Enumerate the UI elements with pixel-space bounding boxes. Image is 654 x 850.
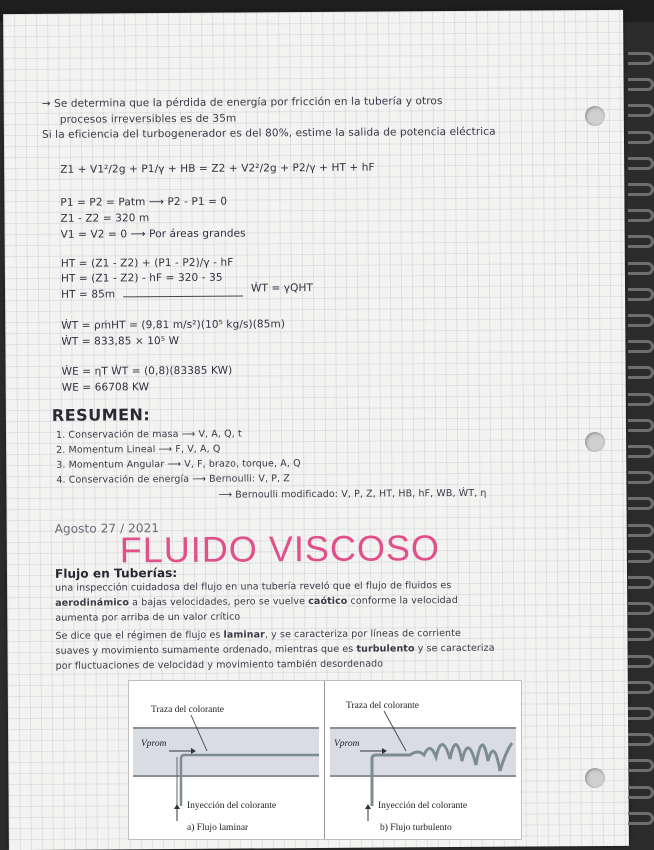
equation-ht-2: HT = (Z1 - Z2) - hF = 320 - 35 (60, 271, 223, 285)
section-title: FLUIDO VISCOSO (119, 527, 441, 571)
spiral-ring (628, 812, 654, 825)
spiral-ring (628, 602, 654, 615)
punch-hole (585, 432, 605, 452)
spiral-ring (628, 131, 654, 144)
flow-figure (128, 680, 522, 840)
spiral-ring (628, 209, 654, 222)
figure-turbulent-panel (326, 681, 520, 839)
velocity-arrow-head (382, 748, 387, 754)
equation-wt-formula: ẆT = γQHT (250, 282, 314, 295)
spiral-ring (628, 235, 654, 248)
paragraph-2b-start: suaves y movimiento sumamente ordenado, mientras que es (55, 643, 357, 657)
equation-we-2: WE = 66708 KW (61, 381, 150, 394)
velocity-arrow-head (191, 748, 196, 754)
summary-item-5: ⟶ Bernoulli modificado: V, P, Z, HT, HB, hF, WB, ẆT, η (218, 487, 487, 501)
spiral-ring (628, 524, 654, 537)
section-date: Agosto 27 / 2021 (54, 521, 160, 536)
equation-pressure: P1 = P2 = Patm ⟶ P2 - P1 = 0 (60, 195, 228, 209)
paragraph-1-line-3: aumenta por arriba de un valor crítico (55, 611, 241, 624)
paragraph-1-end: conforme la velocidad (347, 595, 458, 607)
injection-arrow-head (174, 804, 180, 809)
paragraph-2-line-3: por fluctuaciones de velocidad y movimiento también desordenado (55, 658, 384, 672)
equation-ht-1: HT = (Z1 - Z2) + (P1 - P2)/γ - hF (60, 256, 234, 270)
paragraph-1-line-1: una inspección cuidadosa del flujo en una tubería reveló que el flujo de fluidos es (55, 580, 452, 594)
trace-pointer (384, 711, 406, 751)
dye-trace-laminar (181, 755, 319, 806)
velocity-label-laminar: Vprom (141, 739, 167, 749)
spiral-ring (628, 314, 654, 327)
spiral-ring (628, 157, 654, 170)
figure-divider (324, 681, 325, 839)
spiral-ring (628, 78, 654, 91)
spiral-ring (628, 445, 654, 458)
summary-title: RESUMEN: (51, 405, 151, 425)
paragraph-2-line-2 (56, 643, 495, 657)
spiral-ring (628, 366, 654, 379)
spiral-ring (628, 655, 654, 668)
arrow-line (123, 296, 243, 298)
equation-ht-3: HT = 85m (61, 288, 116, 301)
spiral-ring (628, 550, 654, 563)
paragraph-2-start: Se dice que el régimen de flujo es (55, 629, 224, 642)
equation-height: Z1 - Z2 = 320 m (60, 212, 150, 225)
paragraph-2b-end: y se caracteriza (414, 642, 495, 655)
spiral-ring (628, 681, 654, 694)
figure-laminar-panel (129, 681, 323, 839)
spiral-ring (628, 759, 654, 772)
section-subtitle: Flujo en Tuberías: (54, 565, 178, 581)
velocity-label-turbulent: Vprom (334, 739, 360, 749)
paragraph-2-line-1 (55, 628, 461, 642)
spiral-ring (628, 393, 654, 406)
equation-we-1: ẆE = ηT ẆT = (0,8)(83385 KW) (61, 364, 233, 378)
paragraph-2-end: , y se caracteriza por líneas de corriente (264, 627, 461, 641)
summary-item-1: 1. Conservación de masa ⟶ V, A, Q, t (55, 428, 242, 441)
equation-wt-1: ẆT = ρṁHT = (9,81 m/s²)(10⁵ kg/s)(85m) (61, 318, 286, 332)
spiral-ring (628, 340, 654, 353)
trace-pointer (191, 715, 207, 751)
equation-velocity: V1 = V2 = 0 ⟶ Por áreas grandes (60, 227, 246, 241)
trace-label-laminar: Traza del colorante (151, 705, 224, 715)
spiral-ring (628, 419, 654, 432)
spiral-ring (628, 576, 654, 589)
spiral-ring (628, 288, 654, 301)
summary-item-4: 4. Conservación de energía ⟶ Bernoulli: V, P, Z (56, 473, 290, 486)
spiral-ring (628, 786, 654, 799)
spiral-ring (628, 497, 654, 510)
spiral-ring (628, 52, 654, 65)
punch-hole (585, 768, 605, 788)
equation-wt-2: ẆT = 833,85 × 10⁵ W (61, 334, 180, 348)
spiral-ring (628, 707, 654, 720)
dye-trace-turbulent (372, 743, 512, 806)
term-caotico: caótico (308, 595, 348, 608)
spiral-ring (628, 104, 654, 117)
paragraph-1-text: a bajas velocidades, pero se vuelve (128, 596, 309, 609)
punch-hole (585, 106, 605, 126)
injection-arrow-head (365, 804, 371, 809)
trace-label-turbulent: Traza del colorante (346, 701, 419, 711)
intro-line-3: Si la eficiencia del turbogenerador es del 80%, estime la salida de potencia eléctrica (41, 125, 496, 141)
term-aerodinamico: aerodinámico (55, 597, 130, 609)
caption-laminar: a) Flujo laminar (187, 823, 249, 833)
spiral-ring (628, 733, 654, 746)
spiral-ring (628, 628, 654, 641)
term-turbulento: turbulento (356, 643, 415, 655)
equation-energy: Z1 + V1²/2g + P1/γ + HB = Z2 + V2²/2g + P2/γ + HT + hF (60, 161, 375, 176)
spiral-ring (628, 183, 654, 196)
caption-turbulent: b) Flujo turbulento (380, 823, 452, 833)
paragraph-1-line-2 (55, 595, 458, 609)
summary-item-3: 3. Momentum Angular ⟶ V, F, brazo, torque, A, Q (56, 458, 301, 471)
intro-line-1: → Se determina que la pérdida de energía por fricción en la tubería y otros (41, 95, 443, 110)
injection-label-laminar: Inyección del colorante (187, 801, 277, 811)
spiral-ring (628, 262, 654, 275)
injection-label-turbulent: Inyección del colorante (378, 801, 468, 811)
term-laminar: laminar (223, 629, 265, 641)
spiral-ring (628, 471, 654, 484)
intro-line-2: procesos irreversibles es de 35m (59, 112, 237, 126)
summary-item-2: 2. Momentum Lineal ⟶ F, V, A, Q (56, 443, 221, 456)
